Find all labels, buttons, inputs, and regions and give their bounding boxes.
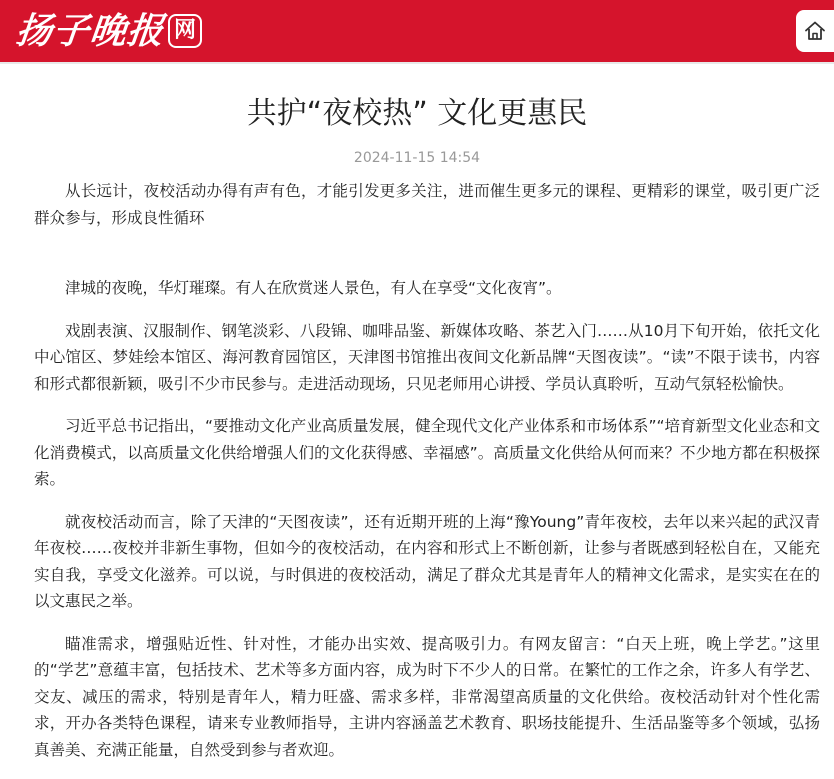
article-summary: 从长远计，夜校活动办得有声有色，才能引发更多关注，进而催生更多元的课程、更精彩的课堂，吸引更广泛群众参与，形成良性循环 — [34, 182, 820, 227]
home-icon — [803, 19, 827, 43]
site-logo[interactable] — [13, 6, 202, 56]
site-header — [0, 0, 834, 64]
article-content — [0, 178, 834, 763]
article-title: 共护“夜校热” 文化更惠民 — [246, 96, 588, 131]
article-paragraph: 戏剧表演、汉服制作、钢笔淡彩、八段锦、咖啡品鉴、新媒体攻略、茶艺入门……从10月下旬开始，依托文化中心馆区、梦娃绘本馆区、海河教育园馆区，天津图书馆推出夜间文化新品牌“天图夜读”。“读”不限于读书，内容和形式都很新颖，吸引不少市民参与。走进活动现场，只见老师用心讲授、学员认真聆听，互动气氛轻松愉快。 — [34, 321, 820, 393]
home-button[interactable] — [796, 10, 834, 52]
article-paragraph: 习近平总书记指出，“要推动文化产业高质量发展，健全现代文化产业体系和市场体系”“培育新型文化业态和文化消费模式，以高质量文化供给增强人们的文化获得感、幸福感”。高质量文化供给从何而来？不少地方都在积极探索。 — [34, 417, 820, 488]
article-paragraph: 就夜校活动而言，除了天津的“天图夜读”，还有近期开班的上海“豫Young”青年夜校，去年以来兴起的武汉青年夜校……夜校并非新生事物，但如今的夜校活动，在内容和形式上不断创新，让参与者既感到轻松自在，又能充实自我，享受文化滋养。可以说，与时俱进的夜校活动，满足了群众尤其是青年人的精神文化需求，是实实在在的以文惠民之举。 — [34, 512, 820, 610]
article — [0, 64, 834, 779]
article-paragraph: 津城的夜晚，华灯璀璨。有人在欣赏迷人景色，有人在享受“文化夜宵”。 — [65, 279, 562, 297]
logo-badge: 网 — [168, 14, 202, 48]
article-date: 2024-11-15 14:54 — [353, 150, 481, 166]
logo-text: 扬子晚报 — [13, 10, 167, 52]
article-paragraph: 瞄准需求，增强贴近性、针对性，才能办出实效、提高吸引力。有网友留言：“白天上班，晚上学艺。”这里的“学艺”意蕴丰富，包括技术、艺术等多方面内容，成为时下不少人的日常。在繁忙的工作之余，许多人有学艺、交友、减压的需求，特别是青年人，精力旺盛、需求多样，非常渴望高质量的文化供给。夜校活动针对个性化需求，开办各类特色课程，请来专业教师指导，主讲内容涵盖艺术教育、职场技能提升、生活品鉴等多个领域，弘扬真善美、充满正能量，自然受到参与者欢迎。 — [34, 634, 820, 759]
